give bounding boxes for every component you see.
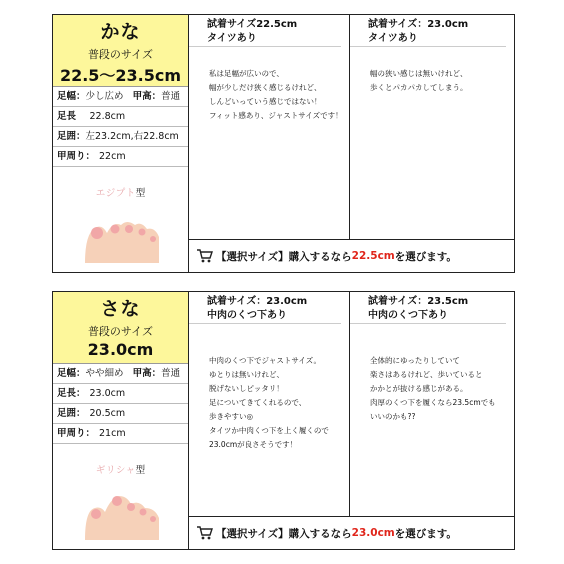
comment-line: 足についてきてくれるので、 <box>209 398 307 407</box>
foot-illustration-icon <box>83 211 161 263</box>
spec-key: 足囲： <box>57 408 86 419</box>
person-name: かな <box>100 21 141 43</box>
comment-line: 楽さはあるけれど、歩いていると <box>370 370 483 379</box>
foot-shape-name: エジプト <box>95 188 136 199</box>
spec-key: 足長： <box>57 388 86 399</box>
comment-line: フィット感あり、ジャストサイズです！ <box>209 111 343 120</box>
trial-comment <box>350 324 514 424</box>
spec-key: 足囲： <box>57 131 86 142</box>
trial-header <box>350 292 506 324</box>
comment-line: 幅が少しだけ狭く感じるけれど、 <box>209 83 322 92</box>
trial-column-2 <box>350 15 514 240</box>
usual-size-value: 22.5〜23.5cm <box>59 66 182 85</box>
comment-line: 中肉のくつ下でジャストサイズ。 <box>209 356 321 365</box>
spec-value: 普通 <box>161 368 181 379</box>
spec-value: 22cm <box>99 151 126 162</box>
size-card-kana <box>52 14 515 273</box>
comment-line: 全体的にゆったりしていて <box>370 356 460 365</box>
spec-width <box>53 87 188 107</box>
spec-length <box>53 107 188 127</box>
spec-value: 普通 <box>161 91 181 102</box>
spec-key: 甲周り： <box>57 428 96 439</box>
spec-instep <box>53 147 188 167</box>
foot-specs <box>53 364 188 444</box>
foot-shape-name: ギリシャ <box>95 465 136 476</box>
profile-panel <box>53 292 189 549</box>
comment-line: タイツか中肉くつ下を上く履くので <box>209 426 329 435</box>
verdict-size: 22.5cm <box>351 250 395 262</box>
profile-panel <box>53 15 189 272</box>
comment-line: 歩くとパカパカしてしまう。 <box>370 83 468 92</box>
person-name: さな <box>100 298 141 320</box>
comment-line: しんどいっていう感じではない！ <box>209 97 322 106</box>
foot-shape-label <box>53 185 188 199</box>
comment-line: 私は足幅が広いので、 <box>209 69 284 78</box>
spec-key: 足幅： <box>57 91 86 102</box>
spec-key: 甲高： <box>132 91 162 102</box>
spec-value: やや細め <box>85 368 124 379</box>
comment-line: かかとが抜ける感じがある。 <box>370 384 468 393</box>
comment-line: 歩きやすい◎ <box>209 412 254 421</box>
cart-icon <box>197 249 213 263</box>
trial-size: 試着サイズ：23.5cm <box>368 296 469 307</box>
spec-value: 少し広め <box>85 91 124 102</box>
cart-icon <box>197 526 213 540</box>
trial-header <box>350 15 506 47</box>
verdict-size: 23.0cm <box>351 527 395 539</box>
spec-value: 23.0cm <box>89 388 126 399</box>
profile-header <box>53 292 188 364</box>
trial-size: 試着サイズ22.5cm <box>207 19 298 30</box>
comment-line: 幅の狭い感じは無いけれど、 <box>370 69 468 78</box>
foot-shape-suffix: 型 <box>135 465 146 476</box>
usual-size-label: 普段のサイズ <box>87 325 154 338</box>
usual-size-value: 23.0cm <box>87 340 154 359</box>
spec-key: 足長 <box>57 111 86 122</box>
foot-shape-label <box>53 462 188 476</box>
trial-column-1 <box>189 15 350 240</box>
spec-value: 20.5cm <box>89 408 126 419</box>
verdict-row <box>189 240 514 272</box>
spec-key: 足幅： <box>57 368 86 379</box>
spec-value: 左23.2cm,右22.8cm <box>85 131 179 142</box>
trial-condition: タイツあり <box>207 33 257 44</box>
verdict-row <box>189 517 514 549</box>
trial-panel <box>189 15 514 272</box>
trial-size: 試着サイズ：23.0cm <box>368 19 469 30</box>
spec-girth <box>53 127 188 147</box>
trial-comment <box>189 47 349 123</box>
comment-line: ゆとりは無いけれど、 <box>209 370 284 379</box>
spec-key: 甲高： <box>132 368 162 379</box>
spec-length <box>53 384 188 404</box>
trial-header <box>189 292 341 324</box>
foot-shape-suffix: 型 <box>135 188 146 199</box>
trial-header <box>189 15 341 47</box>
verdict-suffix: を選びます。 <box>394 527 457 540</box>
spec-key: 甲周り： <box>57 151 96 162</box>
verdict-prefix: 【選択サイズ】購入するなら <box>216 250 352 263</box>
verdict-prefix: 【選択サイズ】購入するなら <box>216 527 352 540</box>
comment-line: 23.0cmが良さそうです！ <box>209 440 298 449</box>
spec-value: 21cm <box>99 428 126 439</box>
trial-comment <box>189 324 349 452</box>
usual-size-label: 普段のサイズ <box>87 48 154 61</box>
trial-comment <box>350 47 514 95</box>
comment-line: いいのかも?? <box>370 412 416 421</box>
comment-line: 肉厚のくつ下を履くなら23.5cmでも <box>370 398 496 407</box>
profile-header <box>53 15 188 87</box>
trial-column-2 <box>350 292 514 517</box>
trial-condition: 中肉のくつ下あり <box>207 310 287 321</box>
trial-panel <box>189 292 514 549</box>
foot-specs <box>53 87 188 167</box>
comment-line: 脱げないしピッタリ！ <box>209 384 284 393</box>
trial-size: 試着サイズ：23.0cm <box>207 296 308 307</box>
size-card-sana <box>52 291 515 550</box>
foot-illustration-icon <box>83 488 161 540</box>
trial-condition: タイツあり <box>368 33 418 44</box>
trial-condition: 中肉のくつ下あり <box>368 310 448 321</box>
verdict-suffix: を選びます。 <box>394 250 457 263</box>
spec-girth <box>53 404 188 424</box>
spec-instep <box>53 424 188 444</box>
spec-value: 22.8cm <box>89 111 126 122</box>
spec-width <box>53 364 188 384</box>
trial-column-1 <box>189 292 350 517</box>
